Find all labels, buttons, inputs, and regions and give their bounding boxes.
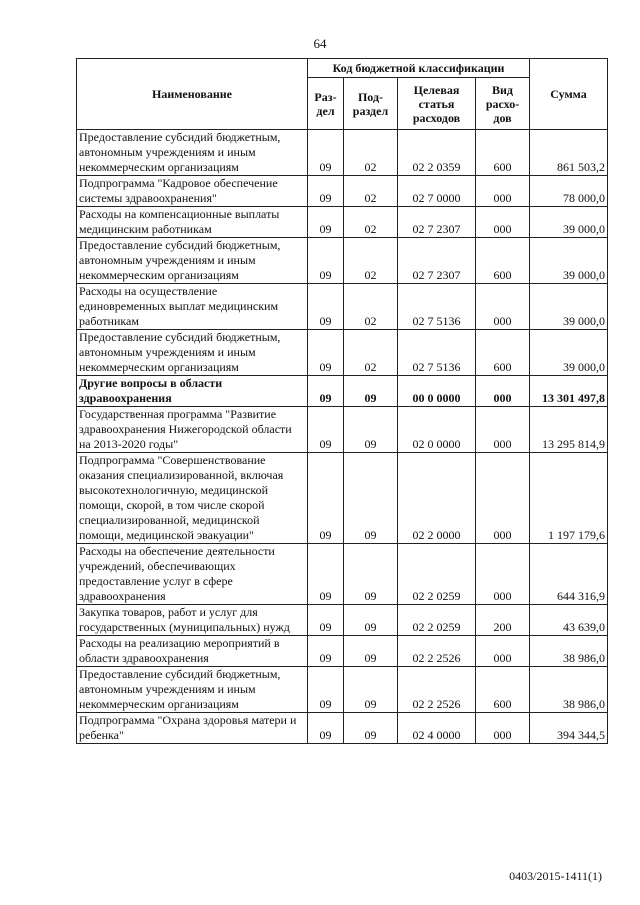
row-target: 02 7 2307 <box>398 207 476 238</box>
row-name: Подпрограмма "Совершенствование оказания специализированной, включая высокотехнологичную, медицинской помощи, скорой, в том числе скорой специализированной, медицинской помощи, медицинской эвакуации" <box>77 453 308 544</box>
row-podrazdel: 09 <box>344 407 398 453</box>
table-row <box>77 376 608 407</box>
row-razdel: 09 <box>308 713 344 744</box>
row-target: 00 0 0000 <box>398 376 476 407</box>
table-body <box>77 130 608 744</box>
row-target: 02 7 5136 <box>398 284 476 330</box>
row-vid: 600 <box>476 667 530 713</box>
row-podrazdel: 02 <box>344 330 398 376</box>
table-row <box>77 453 608 544</box>
row-vid: 200 <box>476 605 530 636</box>
row-name: Предоставление субсидий бюджетным, автономным учреждениям и иным некоммерческим организациям <box>77 330 308 376</box>
row-sum: 1 197 179,6 <box>530 453 608 544</box>
row-podrazdel: 02 <box>344 176 398 207</box>
header-podrazdel: Под- раздел <box>344 78 398 130</box>
row-target: 02 2 0259 <box>398 605 476 636</box>
table-row <box>77 667 608 713</box>
row-target: 02 2 0000 <box>398 453 476 544</box>
row-razdel: 09 <box>308 407 344 453</box>
row-podrazdel: 02 <box>344 130 398 176</box>
row-name: Расходы на реализацию мероприятий в области здравоохранения <box>77 636 308 667</box>
row-name: Подпрограмма "Кадровое обеспечение системы здравоохранения" <box>77 176 308 207</box>
row-target: 02 2 2526 <box>398 667 476 713</box>
table-row <box>77 636 608 667</box>
row-podrazdel: 09 <box>344 544 398 605</box>
header-name: Наименование <box>77 59 308 130</box>
row-podrazdel: 09 <box>344 605 398 636</box>
row-name: Расходы на осуществление единовременных выплат медицинским работникам <box>77 284 308 330</box>
header-sum: Сумма <box>530 59 608 130</box>
row-vid: 600 <box>476 330 530 376</box>
document-code: 0403/2015-1411(1) <box>509 869 602 883</box>
header-vid: Вид расхо- дов <box>476 78 530 130</box>
row-razdel: 09 <box>308 238 344 284</box>
row-razdel: 09 <box>308 130 344 176</box>
header-code-group: Код бюджетной классификации <box>308 59 530 78</box>
row-target: 02 0 0000 <box>398 407 476 453</box>
row-vid: 000 <box>476 453 530 544</box>
row-sum: 39 000,0 <box>530 284 608 330</box>
row-name: Предоставление субсидий бюджетным, автономным учреждениям и иным некоммерческим организациям <box>77 238 308 284</box>
table-row <box>77 284 608 330</box>
row-vid: 000 <box>476 407 530 453</box>
row-razdel: 09 <box>308 330 344 376</box>
table-row <box>77 238 608 284</box>
table-row <box>77 605 608 636</box>
row-name: Государственная программа "Развитие здравоохранения Нижегородской области на 2013-2020 годы" <box>77 407 308 453</box>
row-target: 02 2 2526 <box>398 636 476 667</box>
table-row <box>77 713 608 744</box>
row-name: Другие вопросы в области здравоохранения <box>77 376 308 407</box>
row-target: 02 4 0000 <box>398 713 476 744</box>
row-razdel: 09 <box>308 544 344 605</box>
row-sum: 39 000,0 <box>530 238 608 284</box>
table-row <box>77 207 608 238</box>
row-podrazdel: 02 <box>344 284 398 330</box>
row-razdel: 09 <box>308 176 344 207</box>
row-target: 02 2 0359 <box>398 130 476 176</box>
row-sum: 13 301 497,8 <box>530 376 608 407</box>
row-sum: 644 316,9 <box>530 544 608 605</box>
row-name: Расходы на обеспечение деятельности учреждений, обеспечивающих предоставление услуг в сфере здравоохранения <box>77 544 308 605</box>
budget-table <box>76 58 608 744</box>
row-vid: 000 <box>476 207 530 238</box>
row-target: 02 7 2307 <box>398 238 476 284</box>
row-sum: 43 639,0 <box>530 605 608 636</box>
row-razdel: 09 <box>308 605 344 636</box>
row-name: Подпрограмма "Охрана здоровья матери и ребенка" <box>77 713 308 744</box>
row-vid: 000 <box>476 713 530 744</box>
row-sum: 38 986,0 <box>530 636 608 667</box>
row-target: 02 2 0259 <box>398 544 476 605</box>
row-razdel: 09 <box>308 636 344 667</box>
row-vid: 600 <box>476 238 530 284</box>
page-number: 64 <box>313 36 327 51</box>
row-podrazdel: 02 <box>344 207 398 238</box>
table-row <box>77 176 608 207</box>
row-sum: 394 344,5 <box>530 713 608 744</box>
row-podrazdel: 09 <box>344 453 398 544</box>
row-razdel: 09 <box>308 376 344 407</box>
row-podrazdel: 02 <box>344 238 398 284</box>
row-podrazdel: 09 <box>344 713 398 744</box>
row-sum: 861 503,2 <box>530 130 608 176</box>
row-sum: 39 000,0 <box>530 330 608 376</box>
table-row <box>77 407 608 453</box>
header-target: Целевая статья расходов <box>398 78 476 130</box>
row-name: Расходы на компенсационные выплаты медицинским работникам <box>77 207 308 238</box>
row-razdel: 09 <box>308 207 344 238</box>
row-razdel: 09 <box>308 667 344 713</box>
row-podrazdel: 09 <box>344 376 398 407</box>
row-vid: 600 <box>476 130 530 176</box>
row-name: Закупка товаров, работ и услуг для государственных (муниципальных) нужд <box>77 605 308 636</box>
row-podrazdel: 09 <box>344 636 398 667</box>
table-row <box>77 330 608 376</box>
row-podrazdel: 09 <box>344 667 398 713</box>
row-vid: 000 <box>476 284 530 330</box>
table-row <box>77 544 608 605</box>
row-sum: 78 000,0 <box>530 176 608 207</box>
row-razdel: 09 <box>308 284 344 330</box>
row-vid: 000 <box>476 176 530 207</box>
row-target: 02 7 5136 <box>398 330 476 376</box>
row-vid: 000 <box>476 376 530 407</box>
table-row <box>77 130 608 176</box>
row-name: Предоставление субсидий бюджетным, автономным учреждениям и иным некоммерческим организациям <box>77 130 308 176</box>
row-name: Предоставление субсидий бюджетным, автономным учреждениям и иным некоммерческим организациям <box>77 667 308 713</box>
header-razdel: Раз- дел <box>308 78 344 130</box>
row-sum: 38 986,0 <box>530 667 608 713</box>
row-sum: 39 000,0 <box>530 207 608 238</box>
row-razdel: 09 <box>308 453 344 544</box>
row-vid: 000 <box>476 544 530 605</box>
row-target: 02 7 0000 <box>398 176 476 207</box>
row-sum: 13 295 814,9 <box>530 407 608 453</box>
row-vid: 000 <box>476 636 530 667</box>
